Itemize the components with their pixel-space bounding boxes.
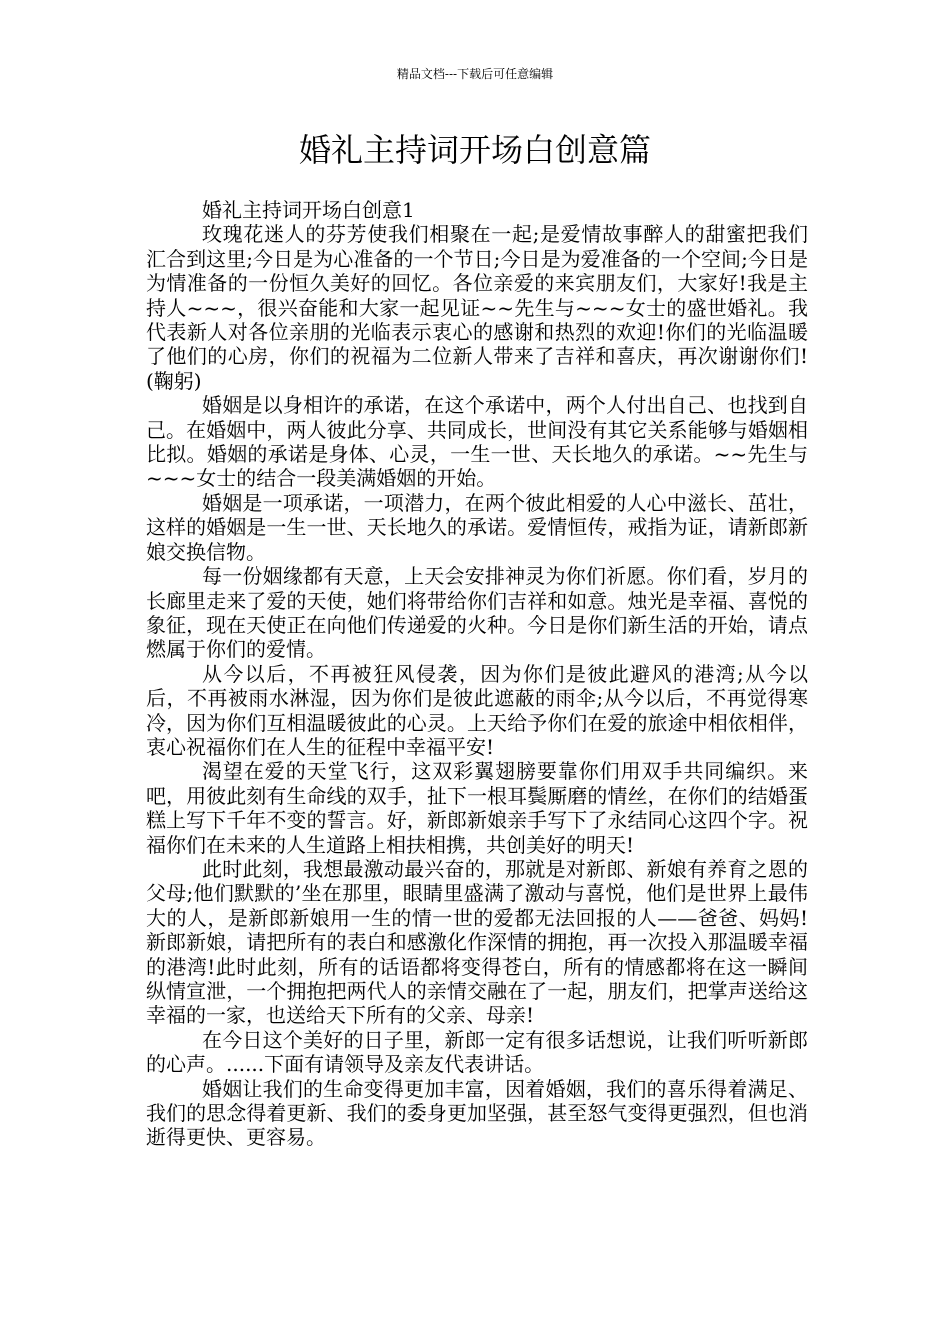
paragraph: 婚姻让我们的生命变得更加丰富，因着婚姻，我们的喜乐得着满足、我们的思念得着更新、我们的委身更加坚强，甚至怒气变得更强烈，但也消逝得更快、更容易。 bbox=[146, 1076, 808, 1150]
paragraph: 玫瑰花迷人的芬芳使我们相聚在一起;是爱情故事醉人的甜蜜把我们汇合到这里;今日是为心准备的一个节日;今日是为爱准备的一个空间;今日是为情准备的一份恒久美好的回忆。各位亲爱的来宾朋友们，大家好!我是主持人~~~，很兴奋能和大家一起见证~~先生与~~~女士的盛世婚礼。我代表新人对各位亲朋的光临表示衷心的感谢和热烈的欢迎!你们的光临温暖了他们的心房，你们的祝福为二位新人带来了吉祥和喜庆，再次谢谢你们!(鞠躬) bbox=[146, 222, 808, 393]
paragraph: 在今日这个美好的日子里，新郎一定有很多话想说，让我们听听新郎的心声。......下面有请领导及亲友代表讲话。 bbox=[146, 1027, 808, 1077]
paragraph: 从今以后，不再被狂风侵袭，因为你们是彼此避风的港湾;从今以后，不再被雨水淋湿，因为你们是彼此遮蔽的雨伞;从今以后，不再觉得寒冷，因为你们互相温暖彼此的心灵。上天给予你们在爱的旅途中相依相伴，衷心祝福你们在人生的征程中幸福平安! bbox=[146, 661, 808, 759]
page-header: 精品文档---下载后可任意编辑 bbox=[396, 67, 554, 81]
paragraph: 渴望在爱的天堂飞行，这双彩翼翅膀要靠你们用双手共同编织。来吧，用彼此刻有生命线的双手，扯下一根耳鬓厮磨的情丝，在你们的结婚蛋糕上写下千年不变的誓言。好，新郎新娘亲手写下了永结同心这四个字。祝福你们在未来的人生道路上相扶相携，共创美好的明天! bbox=[146, 759, 808, 857]
section-subtitle: 婚礼主持词开场白创意1 bbox=[202, 198, 415, 222]
document-body bbox=[146, 198, 808, 1150]
paragraph: 婚姻是以身相许的承诺，在这个承诺中，两个人付出自己、也找到自己。在婚姻中，两人彼此分享、共同成长，世间没有其它关系能够与婚姻相比拟。婚姻的承诺是身体、心灵，一生一世、天长地久的承诺。~~先生与~~~女士的结合一段美满婚姻的开始。 bbox=[146, 393, 808, 491]
document-title: 婚礼主持词开场白创意篇 bbox=[298, 131, 651, 169]
paragraph: 每一份姻缘都有天意，上天会安排神灵为你们祈愿。你们看，岁月的长廊里走来了爱的天使，她们将带给你们吉祥和如意。烛光是幸福、喜悦的象征，现在天使正在向他们传递爱的火种。今日是你们新生活的开始，请点燃属于你们的爱情。 bbox=[146, 564, 808, 662]
paragraph: 此时此刻，我想最激动最兴奋的，那就是对新郎、新娘有养育之恩的父母;他们默默的’坐在那里，眼睛里盛满了激动与喜悦，他们是世界上最伟大的人，是新郎新娘用一生的情一世的爱都无法回报的人——爸爸、妈妈!新郎新娘，请把所有的表白和感激化作深情的拥抱，再一次投入那温暖幸福的港湾!此时此刻，所有的话语都将变得苍白，所有的情感都将在这一瞬间纵情宣泄，一个拥抱把两代人的亲情交融在了一起，朋友们，把掌声送给这幸福的一家，也送给天下所有的父亲、母亲! bbox=[146, 856, 808, 1028]
paragraph: 婚姻是一项承诺，一项潜力，在两个彼此相爱的人心中滋长、茁壮，这样的婚姻是一生一世、天长地久的承诺。爱情恒传，戒指为证，请新郎新娘交换信物。 bbox=[146, 490, 808, 564]
